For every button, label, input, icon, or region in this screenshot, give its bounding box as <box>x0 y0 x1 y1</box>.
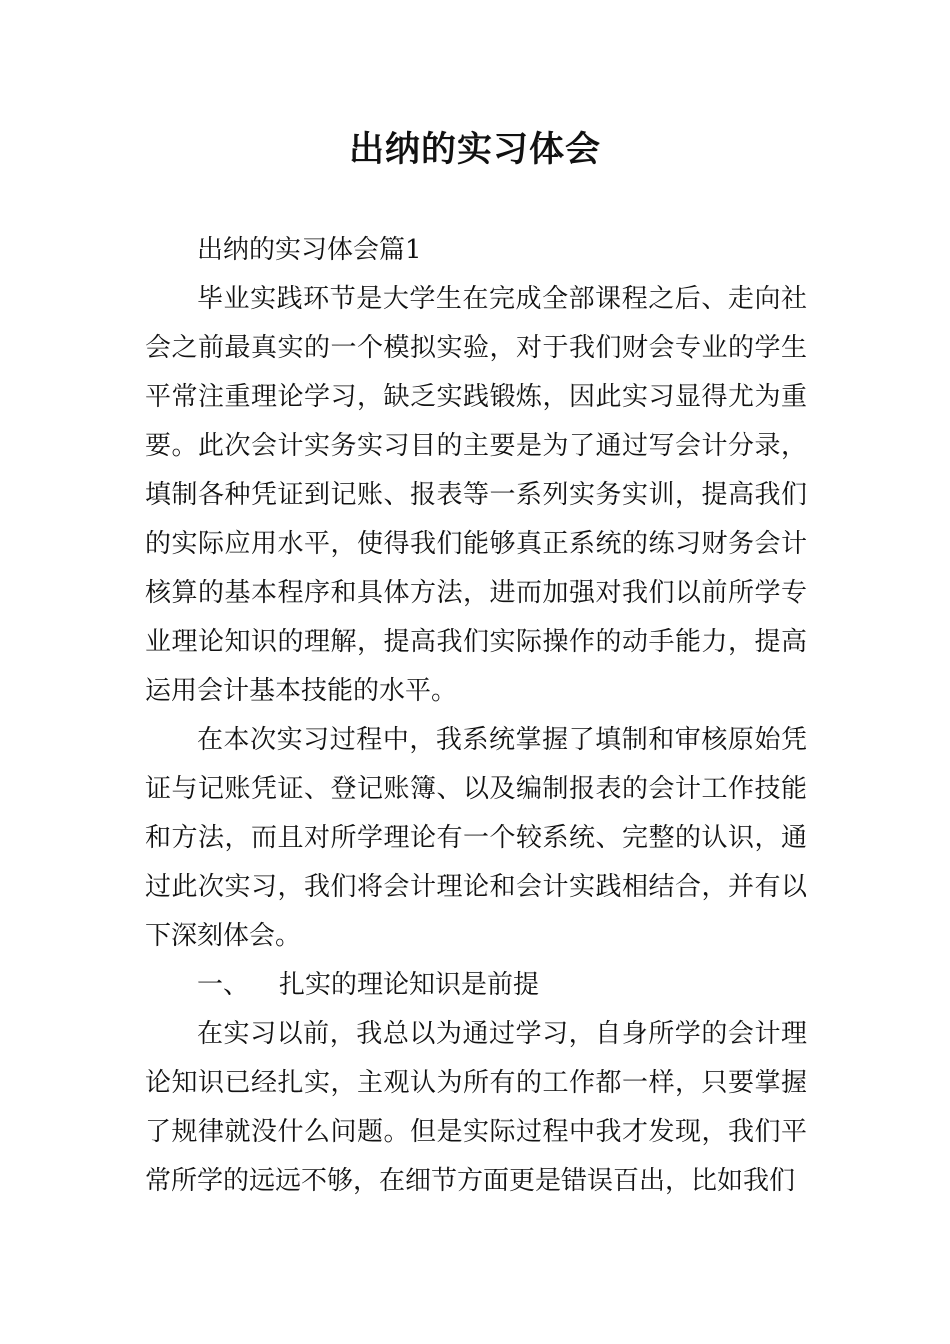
document-body <box>145 226 807 1206</box>
section-heading <box>145 961 807 1010</box>
document-title: 出纳的实习体会 <box>348 129 601 170</box>
section-heading-text: 扎实的理论知识是前提 <box>279 970 540 1000</box>
paragraph-2: 在本次实习过程中，我系统掌握了填制和审核原始凭证与记账凭证、登记账簿、以及编制报表的会计工作技能和方法，而且对所学理论有一个较系统、完整的认识，通过此次实习，我们将会计理论和会计实践相结合，并有以下深刻体会。 <box>145 725 807 951</box>
article-subtitle: 出纳的实习体会篇1 <box>197 235 422 265</box>
paragraph-1: 毕业实践环节是大学生在完成全部课程之后、走向社会之前最真实的一个模拟实验，对于我们财会专业的学生平常注重理论学习，缺乏实践锻炼，因此实习显得尤为重要。此次会计实务实习目的主要是为了通过写会计分录，填制各种凭证到记账、报表等一系列实务实训，提高我们的实际应用水平，使得我们能够真正系统的练习财务会计核算的基本程序和具体方法，进而加强对我们以前所学专业理论知识的理解，提高我们实际操作的动手能力，提高运用会计基本技能的水平。 <box>145 284 807 706</box>
paragraph-3: 在实习以前，我总以为通过学习，自身所学的会计理论知识已经扎实，主观认为所有的工作都一样，只要掌握了规律就没什么问题。但是实际过程中我才发现，我们平常所学的远远不够，在细节方面更是错误百出，比如我们 <box>145 1019 807 1196</box>
section-number: 一、 <box>197 970 250 1000</box>
